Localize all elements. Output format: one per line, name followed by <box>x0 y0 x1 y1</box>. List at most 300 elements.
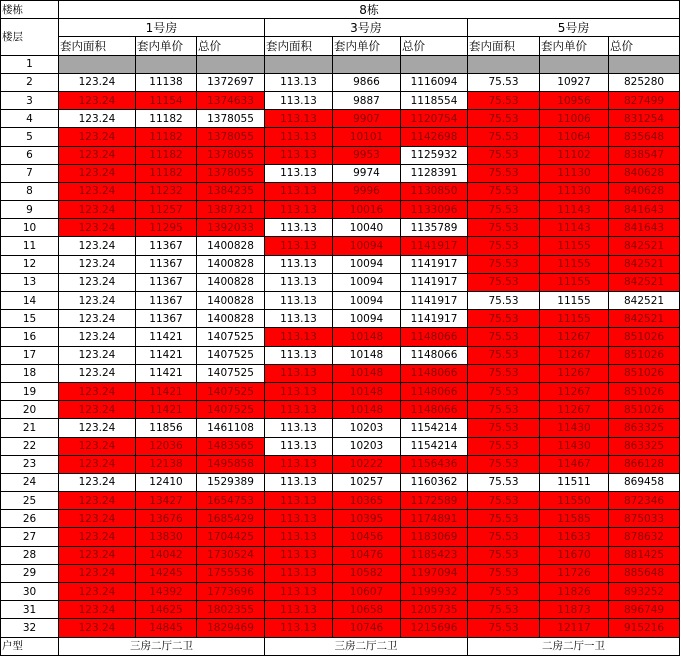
price-cell: 113.13 <box>265 546 333 564</box>
price-cell: 1116094 <box>401 73 468 91</box>
price-cell: 10222 <box>333 455 401 473</box>
price-cell: 872346 <box>609 492 680 510</box>
column-header: 套内面积 <box>468 37 540 55</box>
floor-number: 5 <box>1 128 59 146</box>
price-cell <box>468 55 540 73</box>
price-cell <box>609 55 680 73</box>
price-cell: 113.13 <box>265 601 333 619</box>
price-cell: 11232 <box>136 182 197 200</box>
price-cell: 1141917 <box>401 273 468 291</box>
price-cell: 9953 <box>333 146 401 164</box>
price-cell: 75.53 <box>468 73 540 91</box>
unit-name: 5号房 <box>468 19 680 37</box>
price-cell: 11267 <box>540 401 609 419</box>
floor-row <box>1 237 680 255</box>
price-cell: 1407525 <box>197 346 265 364</box>
price-cell: 123.24 <box>59 401 136 419</box>
price-cell: 1407525 <box>197 328 265 346</box>
price-cell: 11430 <box>540 419 609 437</box>
price-cell: 11102 <box>540 146 609 164</box>
price-cell: 113.13 <box>265 382 333 400</box>
price-cell: 123.24 <box>59 583 136 601</box>
price-cell: 851026 <box>609 401 680 419</box>
price-cell: 113.13 <box>265 292 333 310</box>
floor-row <box>1 201 680 219</box>
price-cell: 11856 <box>136 419 197 437</box>
price-cell: 11421 <box>136 328 197 346</box>
price-cell: 123.24 <box>59 328 136 346</box>
price-cell: 875033 <box>609 510 680 528</box>
unit-name: 3号房 <box>265 19 468 37</box>
price-cell: 14845 <box>136 619 197 637</box>
price-cell: 1141917 <box>401 255 468 273</box>
price-cell: 1148066 <box>401 382 468 400</box>
floor-number: 9 <box>1 201 59 219</box>
price-cell: 1148066 <box>401 401 468 419</box>
price-cell: 75.53 <box>468 201 540 219</box>
price-cell: 11155 <box>540 255 609 273</box>
price-cell: 11726 <box>540 564 609 582</box>
price-cell: 75.53 <box>468 382 540 400</box>
price-cell: 1174891 <box>401 510 468 528</box>
price-cell: 10582 <box>333 564 401 582</box>
price-cell: 12117 <box>540 619 609 637</box>
price-cell: 1128391 <box>401 164 468 182</box>
price-cell: 11267 <box>540 328 609 346</box>
price-cell <box>59 55 136 73</box>
price-cell: 75.53 <box>468 437 540 455</box>
price-cell: 123.24 <box>59 601 136 619</box>
floor-row <box>1 182 680 200</box>
price-cell: 10148 <box>333 346 401 364</box>
price-cell: 915216 <box>609 619 680 637</box>
floor-row <box>1 219 680 237</box>
price-cell: 10148 <box>333 401 401 419</box>
price-cell: 11257 <box>136 201 197 219</box>
price-cell: 75.53 <box>468 419 540 437</box>
price-cell: 1407525 <box>197 364 265 382</box>
price-cell: 10016 <box>333 201 401 219</box>
price-cell: 1133096 <box>401 201 468 219</box>
floor-row <box>1 164 680 182</box>
price-cell: 123.24 <box>59 564 136 582</box>
floor-row <box>1 510 680 528</box>
price-cell: 1125932 <box>401 146 468 164</box>
price-cell: 11873 <box>540 601 609 619</box>
price-cell: 1197094 <box>401 564 468 582</box>
price-cell <box>333 55 401 73</box>
floor-row <box>1 73 680 91</box>
price-cell: 75.53 <box>468 255 540 273</box>
floor-number: 15 <box>1 310 59 328</box>
price-cell: 75.53 <box>468 273 540 291</box>
price-cell: 123.24 <box>59 528 136 546</box>
floor-row <box>1 492 680 510</box>
price-cell: 123.24 <box>59 419 136 437</box>
floor-row <box>1 346 680 364</box>
price-cell: 1148066 <box>401 364 468 382</box>
price-cell: 123.24 <box>59 346 136 364</box>
price-cell: 1141917 <box>401 292 468 310</box>
column-header: 套内单价 <box>136 37 197 55</box>
price-cell: 1135789 <box>401 219 468 237</box>
price-cell: 11182 <box>136 110 197 128</box>
price-cell: 851026 <box>609 346 680 364</box>
price-cell: 123.24 <box>59 91 136 109</box>
floor-number: 13 <box>1 273 59 291</box>
column-header: 总价 <box>401 37 468 55</box>
price-cell: 842521 <box>609 310 680 328</box>
floor-row <box>1 110 680 128</box>
price-cell: 11633 <box>540 528 609 546</box>
price-cell: 9887 <box>333 91 401 109</box>
price-cell: 113.13 <box>265 219 333 237</box>
price-cell: 1392033 <box>197 219 265 237</box>
floor-row <box>1 382 680 400</box>
price-cell: 10456 <box>333 528 401 546</box>
floor-row <box>1 310 680 328</box>
price-cell: 1483565 <box>197 437 265 455</box>
floor-row <box>1 564 680 582</box>
price-cell: 842521 <box>609 273 680 291</box>
floor-number: 32 <box>1 619 59 637</box>
price-cell: 11130 <box>540 182 609 200</box>
price-cell: 123.24 <box>59 364 136 382</box>
price-cell: 1755536 <box>197 564 265 582</box>
price-cell: 866128 <box>609 455 680 473</box>
price-cell: 123.24 <box>59 455 136 473</box>
floor-number: 20 <box>1 401 59 419</box>
floor-number: 19 <box>1 382 59 400</box>
price-cell: 14042 <box>136 546 197 564</box>
building-label: 楼栋 <box>1 1 59 19</box>
price-cell: 10094 <box>333 237 401 255</box>
price-cell: 75.53 <box>468 164 540 182</box>
column-header: 套内面积 <box>265 37 333 55</box>
price-cell: 1654753 <box>197 492 265 510</box>
price-cell: 11154 <box>136 91 197 109</box>
price-cell: 113.13 <box>265 492 333 510</box>
price-cell: 1400828 <box>197 273 265 291</box>
price-cell: 1156436 <box>401 455 468 473</box>
price-cell: 113.13 <box>265 528 333 546</box>
price-cell: 11421 <box>136 346 197 364</box>
column-header: 套内单价 <box>540 37 609 55</box>
floor-number: 27 <box>1 528 59 546</box>
price-cell: 1378055 <box>197 128 265 146</box>
price-cell: 1372697 <box>197 73 265 91</box>
price-cell: 1407525 <box>197 401 265 419</box>
price-cell: 75.53 <box>468 346 540 364</box>
floor-number: 22 <box>1 437 59 455</box>
unit-type: 三房二厅二卫 <box>265 637 468 655</box>
price-cell: 75.53 <box>468 492 540 510</box>
price-cell: 11550 <box>540 492 609 510</box>
price-cell: 10094 <box>333 273 401 291</box>
price-cell: 11155 <box>540 310 609 328</box>
floor-number: 17 <box>1 346 59 364</box>
price-cell: 75.53 <box>468 292 540 310</box>
floor-row <box>1 55 680 73</box>
price-cell: 11367 <box>136 237 197 255</box>
price-cell: 1461108 <box>197 419 265 437</box>
price-cell: 842521 <box>609 292 680 310</box>
price-cell: 123.24 <box>59 219 136 237</box>
price-cell: 885648 <box>609 564 680 582</box>
price-cell: 1148066 <box>401 346 468 364</box>
price-cell: 11511 <box>540 473 609 491</box>
price-cell: 11155 <box>540 237 609 255</box>
price-cell: 75.53 <box>468 401 540 419</box>
price-cell: 123.24 <box>59 128 136 146</box>
price-cell: 75.53 <box>468 564 540 582</box>
unit-type: 二房二厅一卫 <box>468 637 680 655</box>
price-cell: 11143 <box>540 201 609 219</box>
price-cell: 11267 <box>540 364 609 382</box>
price-cell: 10257 <box>333 473 401 491</box>
price-cell: 113.13 <box>265 619 333 637</box>
price-cell: 14625 <box>136 601 197 619</box>
floor-number: 26 <box>1 510 59 528</box>
floor-number: 2 <box>1 73 59 91</box>
price-cell: 851026 <box>609 364 680 382</box>
floor-row <box>1 583 680 601</box>
price-cell: 825280 <box>609 73 680 91</box>
price-cell: 1374633 <box>197 91 265 109</box>
price-cell <box>136 55 197 73</box>
floor-row <box>1 455 680 473</box>
floor-number: 25 <box>1 492 59 510</box>
price-cell: 831254 <box>609 110 680 128</box>
price-cell: 123.24 <box>59 146 136 164</box>
price-cell: 11006 <box>540 110 609 128</box>
floor-number: 21 <box>1 419 59 437</box>
price-cell: 1685429 <box>197 510 265 528</box>
price-cell: 10148 <box>333 382 401 400</box>
floor-row <box>1 146 680 164</box>
floor-row <box>1 619 680 637</box>
price-cell: 113.13 <box>265 564 333 582</box>
floor-number: 31 <box>1 601 59 619</box>
price-cell: 842521 <box>609 255 680 273</box>
price-cell: 75.53 <box>468 310 540 328</box>
floor-row <box>1 546 680 564</box>
price-cell: 840628 <box>609 164 680 182</box>
price-cell: 113.13 <box>265 255 333 273</box>
price-cell: 123.24 <box>59 310 136 328</box>
price-cell: 841643 <box>609 219 680 237</box>
price-cell: 113.13 <box>265 273 333 291</box>
price-cell: 1120754 <box>401 110 468 128</box>
price-cell: 835648 <box>609 128 680 146</box>
price-cell: 11421 <box>136 364 197 382</box>
price-cell: 10094 <box>333 292 401 310</box>
price-cell: 1400828 <box>197 255 265 273</box>
price-cell: 841643 <box>609 201 680 219</box>
price-cell: 10203 <box>333 419 401 437</box>
price-cell: 11182 <box>136 164 197 182</box>
price-cell: 1378055 <box>197 146 265 164</box>
price-cell: 1400828 <box>197 237 265 255</box>
price-cell: 11367 <box>136 255 197 273</box>
price-cell: 113.13 <box>265 455 333 473</box>
price-cell: 1148066 <box>401 328 468 346</box>
price-cell <box>197 55 265 73</box>
price-cell: 1730524 <box>197 546 265 564</box>
price-cell: 1704425 <box>197 528 265 546</box>
price-cell: 123.24 <box>59 437 136 455</box>
price-cell: 113.13 <box>265 346 333 364</box>
floor-number: 14 <box>1 292 59 310</box>
price-cell: 113.13 <box>265 110 333 128</box>
price-cell: 12138 <box>136 455 197 473</box>
price-cell: 11367 <box>136 292 197 310</box>
price-cell: 75.53 <box>468 110 540 128</box>
floor-row <box>1 328 680 346</box>
price-cell: 123.24 <box>59 510 136 528</box>
price-cell: 113.13 <box>265 419 333 437</box>
unit-name: 1号房 <box>59 19 265 37</box>
floor-number: 12 <box>1 255 59 273</box>
price-cell: 123.24 <box>59 382 136 400</box>
price-cell: 113.13 <box>265 91 333 109</box>
price-cell: 11670 <box>540 546 609 564</box>
price-cell: 1407525 <box>197 382 265 400</box>
floor-row <box>1 601 680 619</box>
price-cell: 113.13 <box>265 437 333 455</box>
price-cell: 123.24 <box>59 201 136 219</box>
price-cell: 869458 <box>609 473 680 491</box>
price-cell: 75.53 <box>468 328 540 346</box>
price-cell: 123.24 <box>59 619 136 637</box>
price-cell: 75.53 <box>468 473 540 491</box>
floor-row <box>1 292 680 310</box>
floor-number: 11 <box>1 237 59 255</box>
price-cell: 75.53 <box>468 455 540 473</box>
price-cell: 10040 <box>333 219 401 237</box>
price-cell: 123.24 <box>59 110 136 128</box>
price-cell: 10746 <box>333 619 401 637</box>
price-cell: 75.53 <box>468 237 540 255</box>
price-cell: 1185423 <box>401 546 468 564</box>
floor-number: 4 <box>1 110 59 128</box>
column-header: 总价 <box>197 37 265 55</box>
price-cell: 1400828 <box>197 310 265 328</box>
price-cell: 123.24 <box>59 255 136 273</box>
price-cell: 75.53 <box>468 583 540 601</box>
price-cell: 11143 <box>540 219 609 237</box>
price-cell: 1215696 <box>401 619 468 637</box>
floor-number: 7 <box>1 164 59 182</box>
price-cell: 11826 <box>540 583 609 601</box>
price-cell: 863325 <box>609 419 680 437</box>
floor-number: 24 <box>1 473 59 491</box>
price-cell: 10094 <box>333 255 401 273</box>
floor-label: 楼层 <box>1 19 59 55</box>
price-cell: 1387321 <box>197 201 265 219</box>
price-cell: 12036 <box>136 437 197 455</box>
floor-row <box>1 473 680 491</box>
price-cell: 11421 <box>136 401 197 419</box>
price-cell: 10658 <box>333 601 401 619</box>
price-cell: 123.24 <box>59 292 136 310</box>
floor-rows <box>1 55 680 637</box>
price-cell: 75.53 <box>468 364 540 382</box>
price-cell: 113.13 <box>265 364 333 382</box>
price-cell: 75.53 <box>468 219 540 237</box>
price-cell: 75.53 <box>468 546 540 564</box>
price-cell: 11155 <box>540 292 609 310</box>
unit-type: 三房二厅二卫 <box>59 637 265 655</box>
price-cell: 1495858 <box>197 455 265 473</box>
price-cell: 11182 <box>136 128 197 146</box>
price-cell: 10927 <box>540 73 609 91</box>
price-cell: 123.24 <box>59 492 136 510</box>
price-cell: 113.13 <box>265 510 333 528</box>
unit-type-row <box>1 637 680 655</box>
price-cell: 1199932 <box>401 583 468 601</box>
price-cell: 9974 <box>333 164 401 182</box>
price-cell: 881425 <box>609 546 680 564</box>
price-cell: 10365 <box>333 492 401 510</box>
price-cell: 11130 <box>540 164 609 182</box>
price-cell: 10094 <box>333 310 401 328</box>
price-cell: 123.24 <box>59 546 136 564</box>
floor-row <box>1 419 680 437</box>
price-cell: 113.13 <box>265 73 333 91</box>
column-header-row <box>1 37 680 55</box>
floor-number: 8 <box>1 182 59 200</box>
price-cell: 11421 <box>136 382 197 400</box>
price-cell: 113.13 <box>265 237 333 255</box>
price-cell: 113.13 <box>265 401 333 419</box>
price-cell: 113.13 <box>265 310 333 328</box>
price-cell: 1183069 <box>401 528 468 546</box>
price-cell: 842521 <box>609 237 680 255</box>
floor-row <box>1 273 680 291</box>
price-cell: 1142698 <box>401 128 468 146</box>
price-cell: 878632 <box>609 528 680 546</box>
price-cell: 10476 <box>333 546 401 564</box>
price-cell: 1829469 <box>197 619 265 637</box>
price-cell: 1141917 <box>401 237 468 255</box>
floor-row <box>1 401 680 419</box>
unit-row <box>1 19 680 37</box>
price-cell: 9996 <box>333 182 401 200</box>
price-cell: 75.53 <box>468 146 540 164</box>
price-cell: 1400828 <box>197 292 265 310</box>
unit-type-label: 户型 <box>1 637 59 655</box>
price-cell: 1160362 <box>401 473 468 491</box>
price-cell: 113.13 <box>265 146 333 164</box>
price-cell: 123.24 <box>59 473 136 491</box>
floor-number: 3 <box>1 91 59 109</box>
price-cell: 123.24 <box>59 273 136 291</box>
price-cell: 10607 <box>333 583 401 601</box>
price-cell: 1118554 <box>401 91 468 109</box>
price-cell: 14392 <box>136 583 197 601</box>
price-cell <box>401 55 468 73</box>
price-cell: 14245 <box>136 564 197 582</box>
price-cell: 113.13 <box>265 473 333 491</box>
price-cell: 11367 <box>136 273 197 291</box>
price-cell: 1529389 <box>197 473 265 491</box>
price-cell: 113.13 <box>265 328 333 346</box>
price-cell: 1154214 <box>401 437 468 455</box>
price-cell: 75.53 <box>468 510 540 528</box>
price-cell: 11467 <box>540 455 609 473</box>
price-cell: 123.24 <box>59 237 136 255</box>
